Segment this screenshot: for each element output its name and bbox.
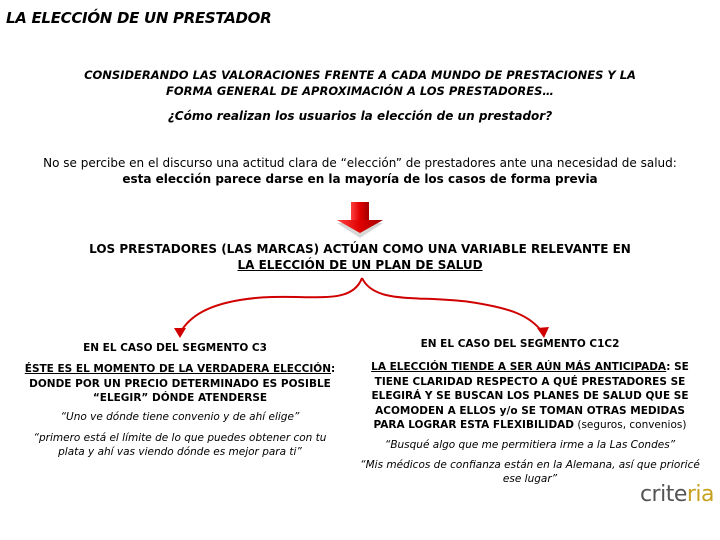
segment-c3-label: EN EL CASO DEL SEGMENTO C3 — [83, 342, 267, 354]
c1c2-headline-rest: : SE TIENE CLARIDAD RESPECTO A QUÉ PRESTADORES SE ELEGIRÁ Y SE BUSCAN LOS PLANES DE SALUD QUE SE ACOMODEN A ELLOS y/o SE TOMAN OTRAS MEDIDAS PARA LOGRAR ESTA FLEXIBILIDAD — [371, 361, 689, 431]
conclusion-line2: LA ELECCIÓN DE UN PLAN DE SALUD — [237, 258, 483, 272]
c1c2-quote-2: “Mis médicos de confianza están en la Alemana, así que prioricé ese lugar” — [360, 459, 700, 485]
criteria-logo — [640, 482, 714, 507]
conclusion-text — [60, 241, 660, 273]
branch-arrows-icon — [0, 270, 720, 340]
question-text: ¿Cómo realizan los usuarios la elección de un prestador? — [167, 109, 553, 123]
logo-text-b: ria — [686, 482, 714, 507]
c3-quote-2: “primero está el límite de lo que puedes obtener con tu plata y ahí vas viendo dónde es mejor para ti” — [33, 432, 327, 458]
intro-text: CONSIDERANDO LAS VALORACIONES FRENTE A CADA MUNDO DE PRESTACIONES Y LA FORMA GENERAL DE APROXIMACIÓN A LOS PRESTADORES… — [84, 68, 636, 98]
observation-text — [30, 155, 690, 187]
conclusion-line1: LOS PRESTADORES (LAS MARCAS) ACTÚAN COMO UNA VARIABLE RELEVANTE EN — [89, 242, 631, 256]
c1c2-quote-1: “Busqué algo que me permitiera irme a la Las Condes” — [384, 439, 676, 451]
c1c2-headline-note: (seguros, convenios) — [574, 419, 687, 431]
c3-quote-1: “Uno ve dónde tiene convenio y de ahí elige” — [60, 411, 300, 423]
segment-c1c2-label: EN EL CASO DEL SEGMENTO C1C2 — [420, 338, 620, 350]
observation-bold: esta elección parece darse en la mayoría de los casos de forma previa — [122, 172, 598, 186]
c3-headline — [20, 362, 340, 406]
c3-headline-rest: : DONDE POR UN PRECIO DETERMINADO ES POSIBLE “ELEGIR” DÓNDE ATENDERSE — [29, 363, 336, 404]
c1c2-headline-underlined: LA ELECCIÓN TIENDE A SER AÚN MÁS ANTICIPADA — [371, 361, 667, 373]
logo-text-a: crite — [639, 482, 687, 507]
observation-normal: No se percibe en el discurso una actitud clara de “elección” de prestadores ante una necesidad de salud: — [43, 156, 677, 170]
page-title: LA ELECCIÓN DE UN PRESTADOR — [6, 9, 272, 27]
down-arrow-icon — [330, 200, 390, 240]
c1c2-headline — [360, 360, 700, 433]
c3-headline-underlined: ÉSTE ES EL MOMENTO DE LA VERDADERA ELECCIÓN — [24, 363, 332, 375]
